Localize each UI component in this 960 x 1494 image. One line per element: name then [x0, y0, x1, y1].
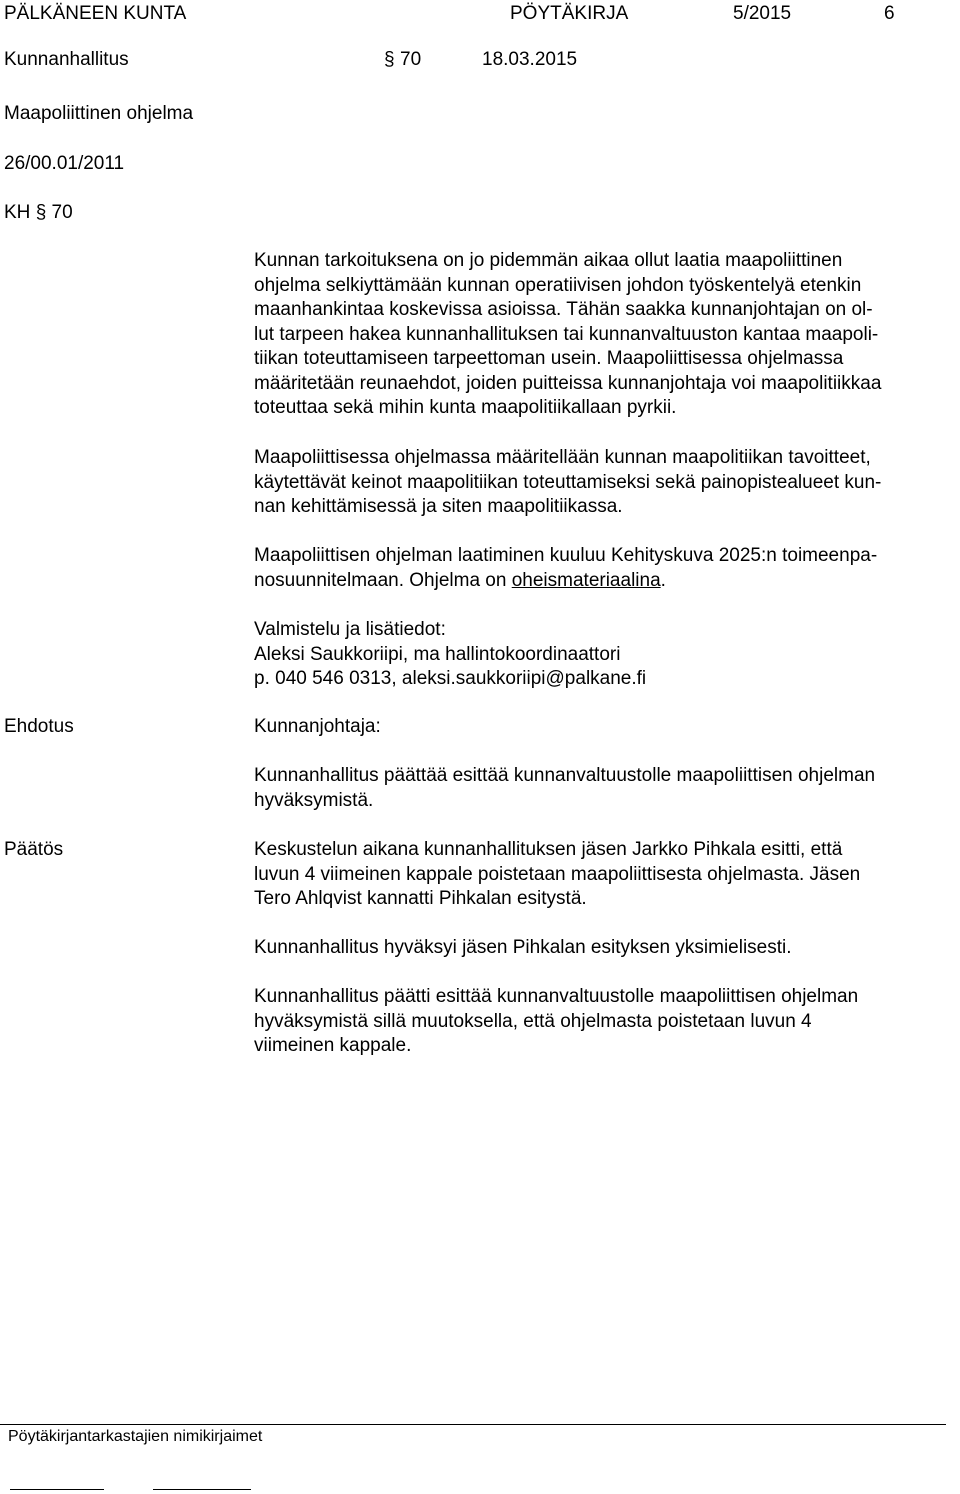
page-number: 6	[884, 3, 895, 24]
paragraph-line: toteuttaa sekä mihin kunta maapolitiikallaan pyrkii.	[254, 397, 677, 418]
development-paragraph	[254, 544, 954, 593]
signature-line-1	[10, 1489, 104, 1490]
paragraph-line: Tero Ahlqvist kannatti Pihkalan esitystä.	[254, 888, 587, 909]
paragraph-line: ohjelma selkiyttämään kunnan operatiivisen johdon työskentelyä etenkin	[254, 274, 862, 296]
signature-line-2	[153, 1489, 251, 1490]
paragraph-line: tiikan toteuttamiseen tarpeettoman usein. Maapoliittisessa ohjelmassa	[254, 348, 844, 369]
paragraph-line: käytettävät keinot maapolitiikan toteuttamiseksi sekä painopistealueet kun-	[254, 471, 882, 493]
paragraph-line	[254, 569, 954, 594]
paragraph-line: luvun 4 viimeinen kappale poistetaan maapoliittisesta ohjelmasta. Jäsen	[254, 863, 861, 885]
paragraph-line: Maapoliittisen ohjelman laatiminen kuuluu Kehityskuva 2025:n toimeenpa-	[254, 545, 878, 566]
item-title: Maapoliittinen ohjelma	[4, 103, 194, 124]
paragraph-line: Keskustelun aikana kunnanhallituksen jäsen Jarkko Pihkala esitti, että	[254, 839, 843, 860]
preparer-name: Aleksi Saukkoriipi, ma hallintokoordinaattori	[254, 643, 621, 665]
proposal-speaker	[254, 715, 954, 740]
paragraph-line: nan kehittämisessä ja siten maapolitiikassa.	[254, 496, 623, 517]
paragraph-line: Kunnanhallitus päättää esittää kunnanvaltuustolle maapoliittisen ohjelman	[254, 765, 876, 786]
paragraph-line: Kunnan tarkoituksena on jo pidemmän aikaa ollut laatia maapoliittinen	[254, 250, 843, 271]
meeting-date: 18.03.2015	[482, 49, 578, 70]
preparation-info	[254, 618, 954, 692]
document-number: 5/2015	[733, 3, 792, 24]
decision-label: Päätös	[4, 839, 64, 860]
paragraph-line: Maapoliittisessa ohjelmassa määritellään kunnan maapolitiikan tavoitteet,	[254, 447, 871, 468]
document-type: PÖYTÄKIRJA	[510, 3, 629, 24]
kh-reference	[4, 201, 73, 226]
municipality-name: PÄLKÄNEEN KUNTA	[4, 3, 187, 24]
intro-paragraph	[254, 249, 954, 421]
section-symbol: §	[384, 49, 395, 70]
proposal-label: Ehdotus	[4, 716, 74, 737]
preparer-contact: p. 040 546 0313, aleksi.saukkoriipi@palkane.fi	[254, 668, 647, 689]
decision-approval	[254, 936, 954, 961]
signature-label: Pöytäkirjantarkastajien nimikirjaimet	[8, 1428, 263, 1445]
paragraph-line: lut tarpeen hakea kunnanhallituksen tai kunnanvaltuuston kantaa maapoli-	[254, 323, 879, 345]
paragraph-line: Kunnanhallitus hyväksyi jäsen Pihkalan esityksen yksimielisesti.	[254, 937, 792, 958]
speaker-label: Kunnanjohtaja:	[254, 716, 381, 737]
body-name: Kunnanhallitus	[4, 49, 129, 70]
kh-label: KH	[4, 202, 31, 223]
kh-section-number: 70	[51, 202, 73, 223]
proposal-text	[254, 764, 954, 813]
paragraph-text: nosuunnitelmaan. Ohjelma on	[254, 569, 512, 591]
attachment-link[interactable]: oheismateriaalina	[511, 569, 661, 591]
kh-section-symbol: §	[35, 202, 47, 223]
record-number: 26/00.01/2011	[4, 153, 125, 174]
decision-discussion	[254, 838, 954, 912]
paragraph-line: hyväksymistä sillä muutoksella, että ohjelmasta poistetaan luvun 4	[254, 1010, 812, 1032]
paragraph-text: .	[660, 569, 666, 591]
paragraph-line: määritetään reunaehdot, joiden puitteissa kunnanjohtaja voi maapolitiikkaa	[254, 372, 882, 394]
decision-final	[254, 985, 954, 1059]
paragraph-line: hyväksymistä.	[254, 789, 374, 811]
preparation-label: Valmistelu ja lisätiedot:	[254, 619, 446, 640]
footer-divider	[0, 1424, 946, 1425]
paragraph-line: Kunnanhallitus päätti esittää kunnanvaltuustolle maapoliittisen ohjelman	[254, 986, 859, 1007]
section-number: 70	[400, 49, 422, 70]
paragraph-line: maanhankintaa koskevissa asioissa. Tähän saakka kunnanjohtajan on ol-	[254, 299, 873, 320]
paragraph-line: viimeinen kappale.	[254, 1035, 412, 1056]
goals-paragraph	[254, 446, 954, 520]
